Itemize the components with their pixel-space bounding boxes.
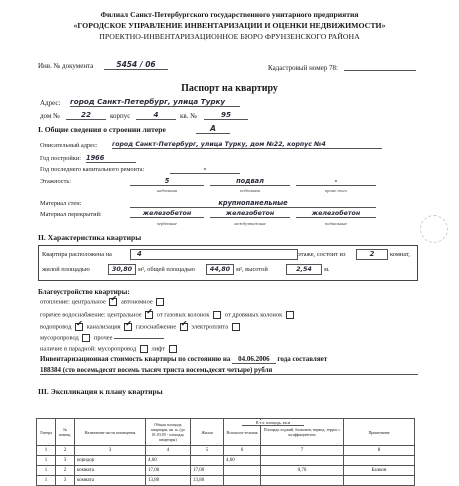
entrance-chute-checkbox[interactable] [140,345,148,353]
water-wood-checkbox[interactable] [286,311,294,319]
inv-value: 5454 / 06 [104,60,168,70]
entrance-row: наличие в парадной: мусоропровод лифт [40,345,179,353]
floor-label: Квартира расположена на [42,251,112,258]
sub-header: В т.ч. площадь, кв.м [242,420,304,426]
m-text: м. [324,266,330,273]
repair-label: Год последнего капитального ремонта: [40,166,145,173]
stamp-mark [420,215,448,243]
gas-checkbox[interactable] [180,323,188,331]
floors-sub-extra: кроме того [325,188,347,193]
chute-checkbox[interactable] [82,334,90,342]
col-living: Жилая [191,419,224,446]
house-value: 22 [66,110,106,120]
water-central-checkbox[interactable] [145,311,153,319]
litera-value: А [196,124,230,134]
col-note: Примечание [344,419,415,446]
opis-label: Описательный адрес: [40,142,98,149]
height-value: 2,54 [286,264,322,275]
floors-label: Этажность: [40,178,71,185]
slabs-basement: железобетон [296,210,376,218]
table-row: 1 3 коридор 4,60 4,60 [37,456,415,466]
year-value: 1966 [86,154,136,163]
floors-sub-below: подземная [240,188,260,193]
col-room-no: № помещ. [56,419,75,446]
table-number-row: 1 2 3 4 5 6 7 8 [37,446,415,456]
page-title: Паспорт на квартиру [181,83,278,94]
korpus-value: 4 [136,110,176,120]
year-label: Год постройки: [40,155,81,162]
other-line [114,338,164,339]
rooms-value: 2 [356,249,388,260]
slabs-between: железобетон [210,210,290,218]
header-line-1: Филиал Санкт-Петербургского государственного унитарного предприятия [100,10,359,19]
slabs-sub-between: междуэтажные [233,221,267,226]
water-gas-checkbox[interactable] [213,311,221,319]
heating-row: отопление: центральное ✔ автономное [40,298,166,306]
slabs-sub-attic: чердачные [156,221,178,226]
slabs-attic: железобетон [130,210,204,218]
elevator-checkbox[interactable] [169,345,177,353]
cadastral-line [344,62,416,71]
korpus-label: корпус [110,112,131,120]
house-label: дом № [40,112,60,120]
water-row: горячее водоснабжение: центральное ✔ от газовых колонок от дровяных колонок [40,311,296,319]
kv-label: кв. № [180,112,197,120]
opis-value: город Санкт-Петербург, улица Турку, дом №22, корпус №4 [112,141,382,149]
sewer-checkbox[interactable] [124,323,132,331]
address-label: Адрес: [40,99,61,107]
height-label: м², высотой [236,266,268,273]
floors-extra: - [296,177,376,186]
inv-label: Инв. № документа [38,62,94,70]
walls-value: крупнопанельные [130,199,376,208]
chute-row: мусоропровод прочее [40,334,164,342]
col-aux: Вспомога-тельная [224,419,261,446]
floor-value: 4 [130,249,298,260]
valuation-line-1: Инвентаризационная стоимость квартиры по состоянию на 04.06.2006 года составляет [40,355,328,363]
utilities-row: водопровод ✔ канализация ✔ газоснабжение ✔ электроплита [40,323,242,331]
floors-above: 5 [130,177,204,186]
section-1-title: I. Общие сведения о строении литере [38,125,166,134]
m2-text: м², общей площадью [138,266,195,273]
col-litera: Литера [37,419,56,446]
amenities-title: Благоустройство квартиры: [38,288,130,296]
col-purpose: Назначение части помещения [75,419,146,446]
col-total-area: Общая площадь квартиры, кв. м. (до 01.03.05 - площадь квартиры) [146,419,191,446]
table-header-row [37,419,415,446]
slabs-label: Материал перекрытий: [40,211,102,218]
rooms-suffix: комнат, [390,251,410,258]
floors-below: подвал [210,177,290,186]
cadastral-label: Кадастровый номер 78: [268,64,338,72]
floor-suffix: этаже, состоит из [298,251,346,258]
walls-label: Материал стен: [40,200,82,207]
slabs-sub-basement: подвальные [324,221,348,226]
valuation-amount: 188384 (сто восемьдесят восемь тысяч триста восемьдесят четыре) рубля [40,366,418,375]
water-pipe-checkbox[interactable] [75,323,83,331]
table-row: 1 3 комната 13,80 13,80 [37,476,415,486]
section-3-title: III. Экспликация к плану квартиры [38,387,163,396]
total-value: 44,80 [206,264,234,275]
address-value: город Санкт-Петербург, улица Турку [70,97,240,107]
section-2-title: II. Характеристика квартиры [38,233,142,242]
table-row: 1 2 комната 17,00 17,00 0,70 Балкон [37,466,415,476]
header-line-2: «ГОРОДСКОЕ УПРАВЛЕНИЕ ИНВЕНТАРИЗАЦИИ И ОЦЕНКИ НЕДВИЖИМОСТИ» [73,21,386,30]
valuation-date: 04.06.2006 [232,355,276,364]
stove-checkbox[interactable] [232,323,240,331]
heating-auto-checkbox[interactable] [156,298,164,306]
col-balcony: Площадь лоджий, балконов, веранд, террас с коэффициентом [261,419,344,446]
heating-central-checkbox[interactable] [109,298,117,306]
repair-value: - [170,165,240,174]
kv-value: 95 [204,110,248,120]
header-line-3: ПРОЕКТНО-ИНВЕНТАРИЗАЦИОННОЕ БЮРО ФРУНЗЕНСКОГО РАЙОНА [99,32,360,41]
living-value: 30,80 [108,264,136,275]
floors-sub-above: надземная [157,188,177,193]
explication-table [36,418,415,486]
living-label: жилой площадью [42,266,90,273]
